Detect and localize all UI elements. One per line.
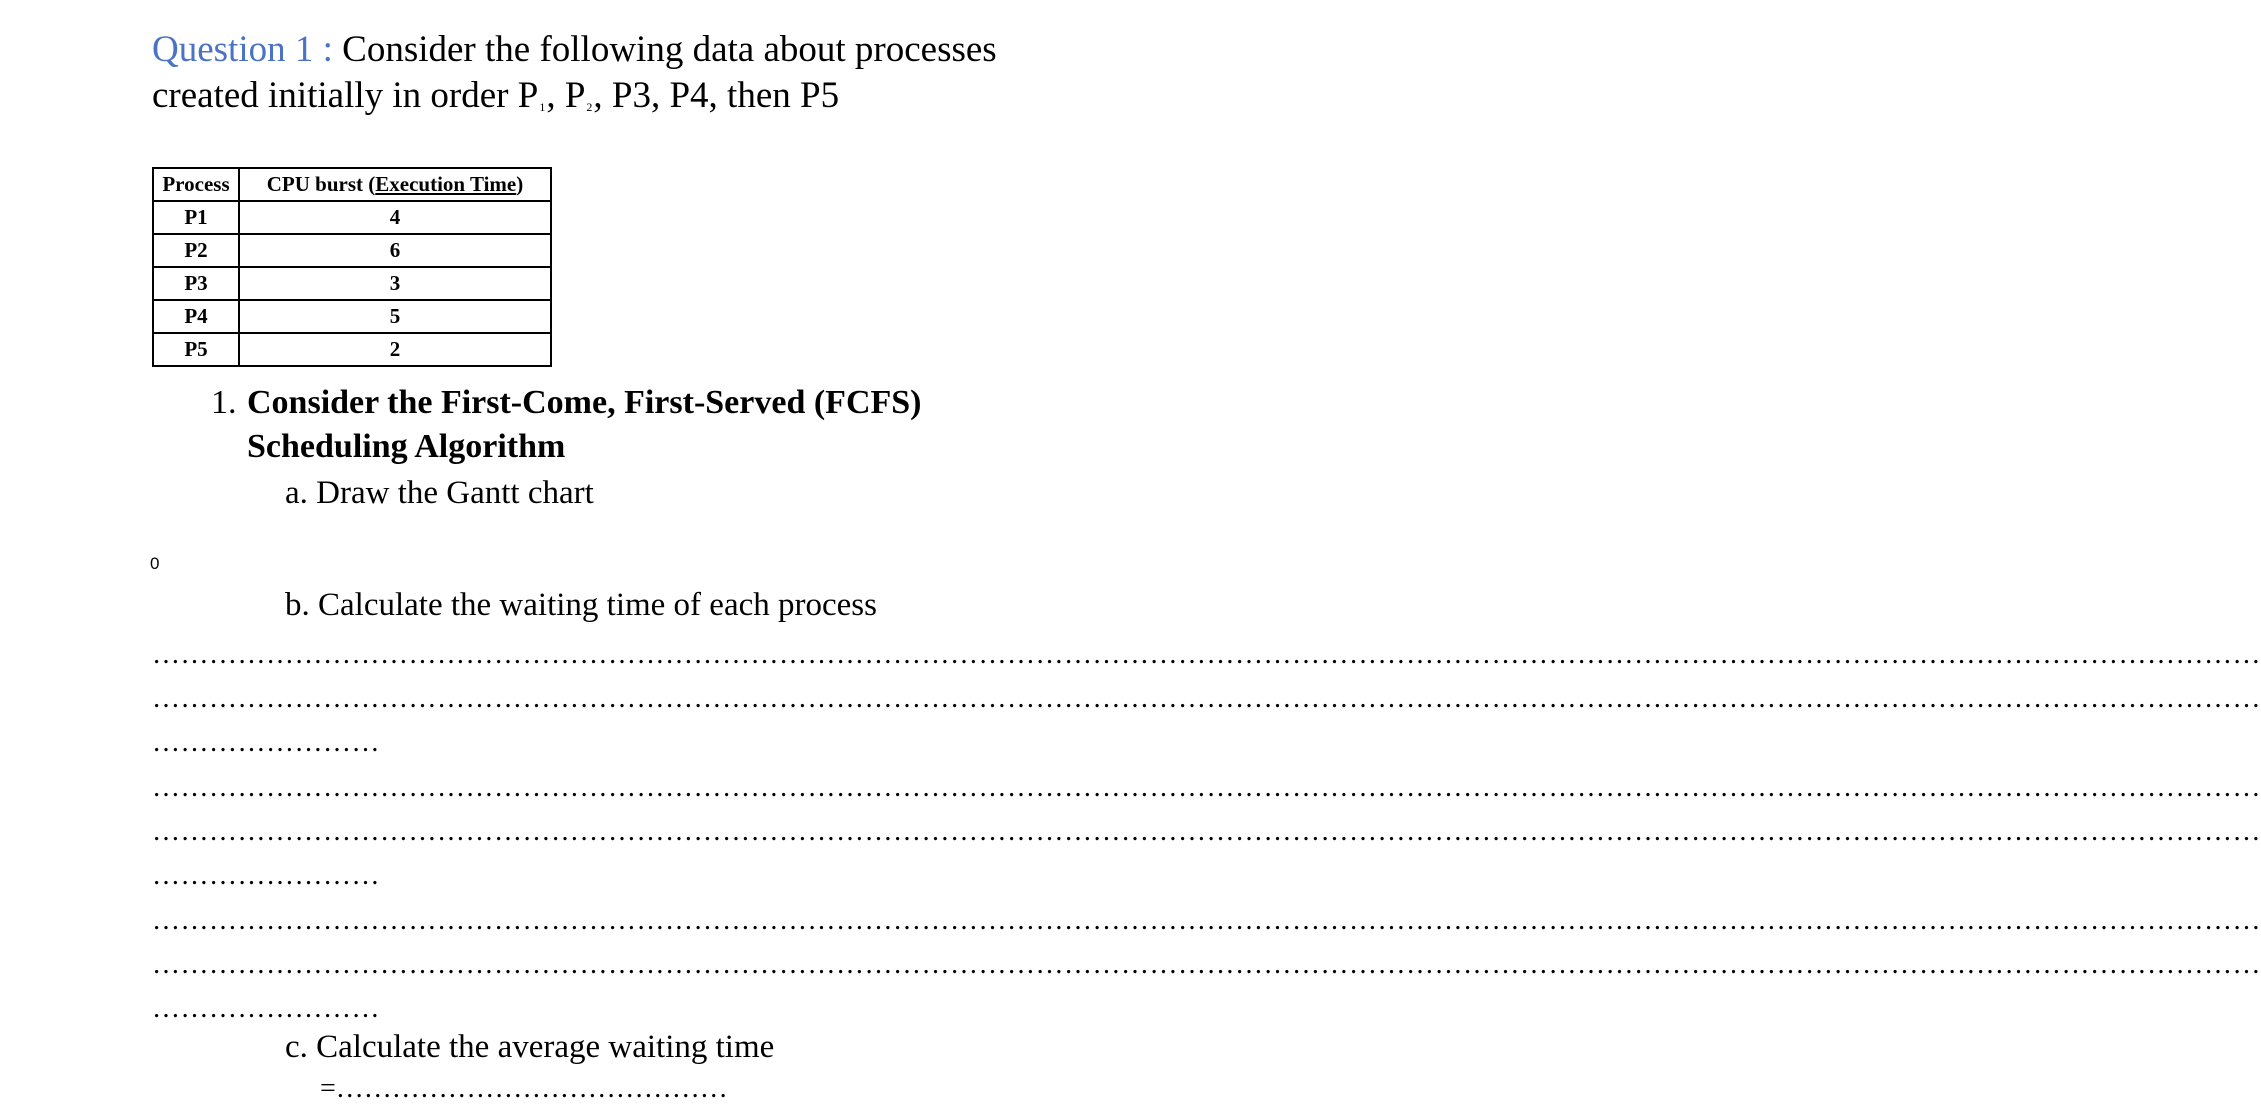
table-row [153,201,551,234]
answer-line[interactable]: …………………………………………………………………………………………………………………………………………………………………………………………………… [152,816,2261,847]
answer-line[interactable]: …………………… [152,727,380,758]
table-row [153,267,551,300]
burst-value-cell: 2 [239,333,551,366]
answer-line[interactable]: …………………… [152,860,380,891]
answer-line[interactable]: …………………………………………………………………………………………………………………………………………………………………………………………………… [152,772,2261,803]
header-process: Process [153,168,239,201]
subquestion-c: c. Calculate the average waiting time [285,1029,775,1065]
answer-line[interactable]: …………………………………………………………………………………………………………………………………………………………………………………………………… [152,639,2261,670]
item-1-line2: Scheduling Algorithm [247,428,566,465]
burst-value-cell: 5 [239,300,551,333]
question-text-line2-start: created initially in order P [152,75,539,116]
header-burst-plain: CPU burst ( [266,172,376,196]
question-sep: , P [546,75,586,116]
header-burst-underlined: Execution Time [375,172,517,196]
item-1-number: 1. [211,384,237,421]
burst-value-cell: 4 [239,201,551,234]
subquestion-a: a. Draw the Gantt chart [285,475,594,511]
process-name-cell: P3 [153,267,239,300]
question-title [152,27,1152,119]
process-name-cell: P2 [153,234,239,267]
burst-value-cell: 3 [239,267,551,300]
process-name-cell: P5 [153,333,239,366]
answer-line[interactable]: …………………………………………………………………………………………………………………………………………………………………………………………………… [152,905,2261,936]
subscript-2: 2 [586,100,593,114]
burst-value-cell: 6 [239,234,551,267]
table-row [153,300,551,333]
item-1-line1: Consider the First-Come, First-Served (FCFS) [247,384,922,421]
table-header-row [153,168,551,201]
question-label: Question 1 : [152,29,333,70]
subscript-1: 1 [539,100,546,114]
table-row [153,333,551,366]
table-row [153,234,551,267]
process-table [152,167,552,367]
answer-line[interactable]: …………………………………………………………………………………………………………………………………………………………………………………………………… [152,949,2261,980]
header-burst-close: ) [516,172,524,196]
item-1-heading [211,381,922,469]
question-text-line2-end: , P3, P4, then P5 [593,75,840,116]
gantt-start-label: 0 [150,554,160,573]
average-answer-line[interactable]: =…………………………………… [320,1073,728,1104]
header-cpu-burst [239,168,551,201]
process-name-cell: P1 [153,201,239,234]
question-text-line1: Consider the following data about processes [342,29,997,70]
answer-line[interactable]: …………………………………………………………………………………………………………………………………………………………………………………………………… [152,683,2261,714]
process-name-cell: P4 [153,300,239,333]
subquestion-b: b. Calculate the waiting time of each process [285,587,877,623]
answer-line[interactable]: …………………… [152,993,380,1024]
